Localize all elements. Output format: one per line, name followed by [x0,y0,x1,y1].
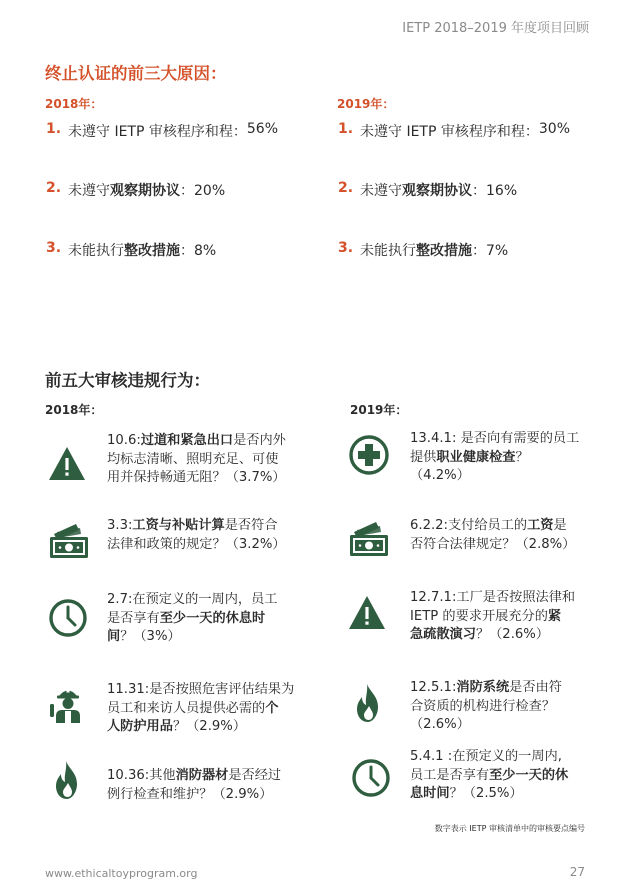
vio-line [410,536,575,555]
vio-line [107,591,277,610]
vio-bold: 至少一天的休 [489,767,569,783]
vio-bold: 职业健康检查 [436,449,516,465]
vio-line [410,608,575,627]
vio-text: （2.6%） [410,717,470,732]
reasons-2018-label: 2018年： [45,97,103,111]
vio-text: （4.2%） [410,468,470,483]
violation-2018-4 [107,681,294,737]
money-icon [348,518,390,560]
vio-line [107,700,294,719]
reason-number: 1. [338,121,354,137]
vio-bold: 过道和紧急出口 [140,433,234,448]
vio-text: 2.7:在预定义的一周内，员工 [107,592,278,607]
reason-percent: 30% [538,121,570,137]
reason-percent: ：16% [472,183,518,199]
violation-2018-5 [107,767,281,804]
vio-text: 是 [553,518,567,533]
vio-bold: 间 [107,629,121,644]
vio-line [107,681,294,700]
vio-line [107,451,286,470]
vio-text: ？ [515,449,529,465]
vio-line [410,626,575,645]
vio-line [410,430,579,449]
vio-text: IETP 的要求开展充分的 [410,608,548,624]
page-header: IETP 2018–2019 年度项目回顾 [402,21,589,36]
vio-text: ？（2.6%） [475,627,550,642]
vio-line [107,767,281,786]
page-number: 27 [569,865,585,879]
violation-2018-1 [107,432,286,488]
vio-text: 例行检查和维护？（2.9%） [107,786,273,802]
medical-cross-icon [348,434,390,476]
vio-text: 是否享有 [107,610,160,626]
violation-2018-2 [107,517,286,554]
money-icon [48,520,90,562]
vio-text: 13.4.1: 是否向有需要的员工 [410,431,580,446]
vio-text: 是否内外 [233,433,286,448]
fire-icon [47,759,89,801]
vio-text: 是否经过 [228,768,282,783]
violations-title: 前五大审核违规行为： [45,371,210,390]
violation-2019-2 [410,517,575,554]
violation-2019-1 [410,430,579,486]
vio-bold: 人防护用品 [107,719,173,734]
vio-text: 10.6: [107,433,141,448]
vio-bold: 工资 [527,518,554,533]
reason-2019-2 [338,180,517,200]
clock-icon [47,597,89,639]
reason-2019-1 [338,121,570,141]
vio-text: 法律和政策的规定？（3.2%） [107,536,286,552]
vio-bold: 至少一天的休息时 [159,610,266,626]
violations-2018-label: 2018年： [45,403,103,417]
violation-2019-5 [410,748,568,804]
violation-2019-4 [410,679,562,735]
vio-bold: 紧 [547,608,562,624]
fire-icon [348,682,390,724]
vio-line [410,449,579,468]
vio-line [107,432,286,451]
reason-number: 1. [46,121,62,137]
reason-text: 未能执行 [360,243,416,259]
vio-line [410,517,575,536]
reason-number: 2. [338,180,354,196]
vio-line [410,748,568,767]
reason-2018-2 [46,180,225,200]
vio-line [410,767,568,786]
reason-text: 未遵守 IETP 审核程序和程： [360,124,539,140]
vio-text: 5.4.1 :在预定义的一周内, [410,749,562,764]
reason-text: 未遵守 [68,183,110,199]
vio-bold: 息时间 [410,786,450,801]
footnote: 数字表示 IETP 审核清单中的审核要点编号 [434,824,585,833]
worker-icon [47,682,89,724]
reason-2019-3 [338,240,508,260]
vio-line [107,536,286,555]
reason-percent: ：20% [180,183,226,199]
reason-text: 未遵守 IETP 审核程序和程： [68,124,247,140]
vio-line [410,698,562,717]
vio-bold: 急疏散演习 [410,627,476,642]
vio-line [107,610,277,629]
vio-text: 合资质的机构进行检查？ [410,698,556,714]
reason-text: 未遵守 [360,183,402,199]
vio-line [107,718,294,737]
vio-text: 12.7.1:工厂是否按照法律和 [410,590,576,605]
vio-line [410,467,579,486]
vio-text: 3.3: [107,518,133,533]
vio-text: 员工是否享有 [410,767,490,783]
vio-text: 员工和来访人员提供必需的 [107,700,266,716]
reasons-2019-label: 2019年： [337,97,395,111]
vio-text: ？（2.5%） [449,786,523,801]
vio-line [410,785,568,804]
violation-2018-3 [107,591,277,647]
reason-text: 未能执行 [68,243,124,259]
vio-line [410,716,562,735]
vio-line [107,628,277,647]
reason-number: 3. [46,240,62,256]
footer-url[interactable]: www.ethicaltoyprogram.org [45,867,198,880]
reason-number: 3. [338,240,354,256]
vio-text: 是否由符 [509,680,562,695]
reason-2018-3 [46,240,216,260]
vio-text: 否符合法律规定？（2.8%） [410,536,576,552]
reasons-title: 终止认证的前三大原因： [45,64,227,83]
vio-text: 均标志清晰、照明充足、可使 [107,451,279,467]
violation-2019-3 [410,589,575,645]
vio-line [107,517,286,536]
vio-line [410,589,575,608]
reason-2018-1 [46,121,278,141]
vio-text: 提供 [410,449,437,465]
vio-text: 12.5.1: [410,680,457,695]
vio-text: ？（3%） [120,629,181,644]
vio-text: 10.36:其他 [107,768,176,783]
warning-icon [46,443,88,485]
vio-text: 是否符合 [224,518,278,533]
vio-text: 用并保持畅通无阻？（3.7%） [107,470,286,485]
vio-text: 6.2.2:支付给员工的 [410,518,528,533]
vio-text: 11.31:是否按照危害评估结果为 [107,682,295,697]
reason-number: 2. [46,180,62,196]
vio-line [107,786,281,805]
vio-bold: 工资与补贴计算 [132,518,225,533]
reason-percent: ：7% [472,243,509,259]
reason-bold: 整改措施 [416,243,472,259]
warning-icon [346,592,388,634]
violations-2019-label: 2019年： [350,403,408,417]
vio-bold: 个 [265,700,279,716]
reason-percent: ：8% [180,243,217,259]
vio-bold: 消防器材 [175,768,229,783]
reason-percent: 56% [246,121,278,137]
vio-line [107,469,286,488]
vio-line [410,679,562,698]
vio-bold: 消防系统 [456,680,510,695]
reason-bold: 观察期协议 [110,183,180,199]
vio-text: ？（2.9%） [172,719,247,734]
reason-bold: 观察期协议 [402,183,472,199]
reason-bold: 整改措施 [124,243,180,259]
clock-icon [350,757,392,799]
